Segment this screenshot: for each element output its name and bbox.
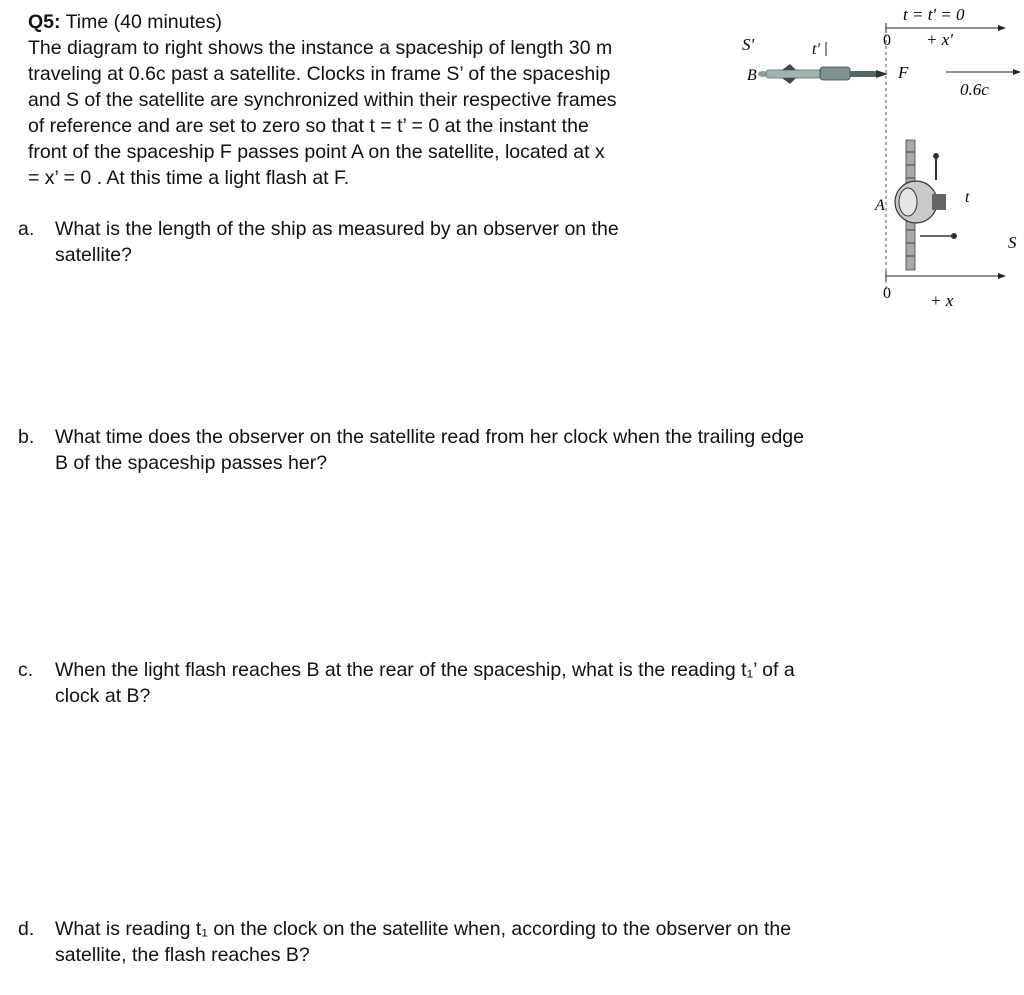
intro-line: The diagram to right shows the instance a spaceship of length 30 m xyxy=(28,37,613,59)
part-a xyxy=(18,216,619,268)
question-title xyxy=(28,9,617,35)
part-line: satellite? xyxy=(55,244,132,266)
part-b xyxy=(18,424,804,476)
part-line: satellite, the flash reaches B? xyxy=(55,944,310,966)
spaceship-icon xyxy=(758,64,888,84)
intro-line: front of the spaceship F passes point A on the satellite, located at x xyxy=(28,141,605,163)
part-d xyxy=(18,916,791,968)
question-number: Q5: xyxy=(28,11,61,33)
part-letter: a. xyxy=(18,218,35,240)
part-letter: d. xyxy=(18,918,35,940)
part-line: What is reading t₁ on the clock on the satellite when, according to the observer on the xyxy=(55,918,792,940)
top-time-label: t = t' = 0 xyxy=(903,5,965,24)
part-letter: c. xyxy=(18,659,34,681)
part-letter: b. xyxy=(18,426,35,448)
top-origin-label: 0 xyxy=(883,32,891,49)
spaceship-satellite-diagram xyxy=(720,0,1024,330)
part-c xyxy=(18,657,795,709)
intro-line: traveling at 0.6c past a satellite. Clocks in frame S’ of the spaceship xyxy=(28,63,611,85)
top-axis-label: + x' xyxy=(926,30,953,49)
ship-clock-label: t' xyxy=(812,41,820,58)
satellite-point-label: A xyxy=(875,197,885,214)
ship-frame-label: S' xyxy=(742,35,755,54)
bottom-origin-label: 0 xyxy=(883,285,891,302)
satellite-icon xyxy=(895,140,957,270)
question-time: Time (40 minutes) xyxy=(65,11,222,33)
velocity-label: 0.6c xyxy=(960,80,989,99)
satellite-frame-label: S xyxy=(1008,233,1017,252)
part-line: clock at B? xyxy=(55,685,151,707)
satellite-clock-label: t xyxy=(965,189,970,206)
intro-line: of reference and are set to zero so that t = t’ = 0 at the instant the xyxy=(28,115,589,137)
intro-line: = x’ = 0 . At this time a light flash at F. xyxy=(28,167,350,189)
part-line: What is the length of the ship as measured by an observer on the xyxy=(55,218,619,240)
question-intro xyxy=(28,9,617,191)
intro-line: and S of the satellite are synchronized within their respective frames xyxy=(28,89,617,111)
bottom-axis-label: + x xyxy=(930,291,954,310)
part-line: What time does the observer on the satellite read from her clock when the trailing edge xyxy=(55,426,804,448)
rear-label: B xyxy=(747,67,757,84)
part-line: When the light flash reaches B at the rear of the spaceship, what is the reading t₁’ of a xyxy=(55,659,795,681)
front-label: F xyxy=(898,63,909,82)
part-line: B of the spaceship passes her? xyxy=(55,452,328,474)
